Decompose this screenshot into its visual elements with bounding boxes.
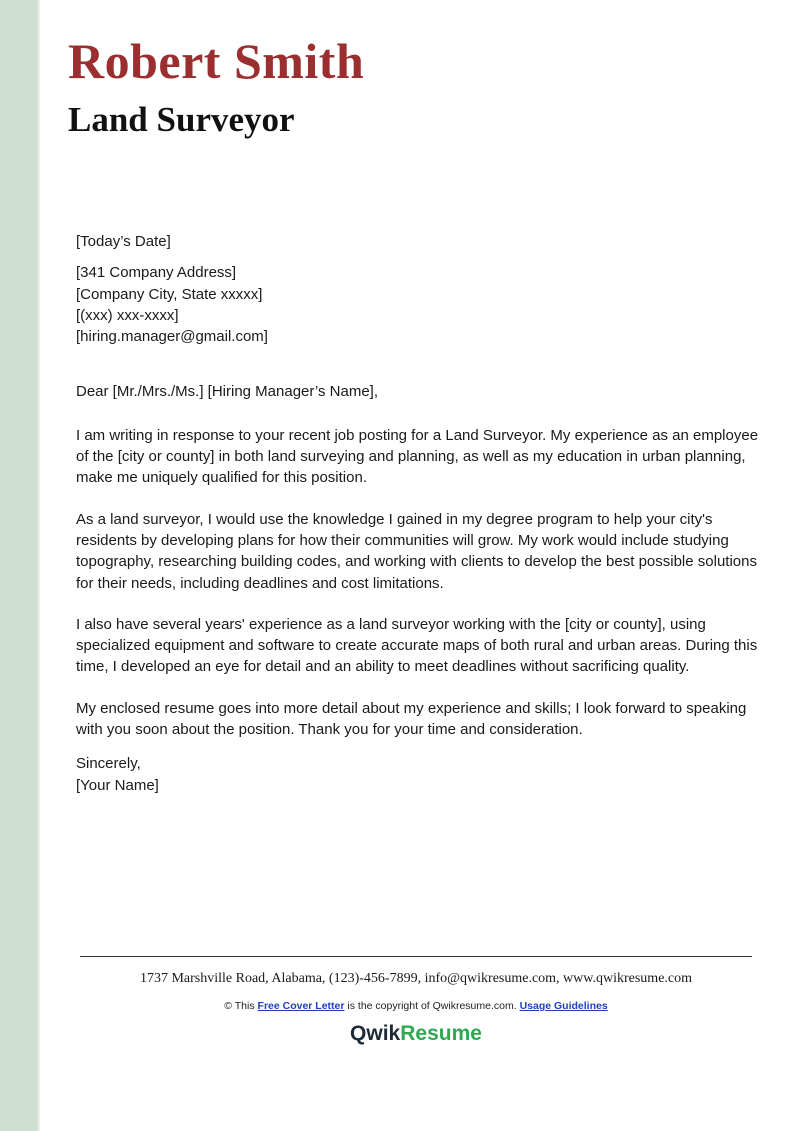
signature: [Your Name] — [76, 776, 159, 794]
applicant-name: Robert Smith — [68, 33, 365, 89]
recipient-block — [76, 262, 766, 347]
brand-resume: Resume — [400, 1022, 482, 1045]
free-cover-letter-link[interactable]: Free Cover Letter — [257, 1000, 345, 1012]
body-paragraph: I also have several years' experience as a land surveyor working with the [city or county], using specialized equipment and software to create accurate maps of both rural and urban areas. During this time, I developed an eye for detail and an ability to meet deadlines without sacrificing quality. — [76, 615, 758, 676]
copyright-middle: is the copyright of Qwikresume.com. — [347, 1000, 517, 1012]
recipient-address: [341 Company Address] — [76, 264, 237, 282]
body-paragraph: I am writing in response to your recent job posting for a Land Surveyor. My experience as an employee of the [city or county] in both land surveying and planning, as well as my education in urban planning, make me uniquely qualified for this position. — [76, 426, 759, 487]
copyright-prefix: © This — [224, 1000, 255, 1012]
sidebar-edge — [38, 0, 40, 1131]
job-title: Land Surveyor — [68, 100, 295, 139]
footer-divider — [80, 956, 752, 957]
recipient-phone: [(xxx) xxx-xxxx] — [76, 306, 179, 324]
letter-date: [Today’s Date] — [76, 233, 171, 250]
copyright-notice — [80, 999, 752, 1013]
letter-body — [76, 231, 766, 796]
salutation: Dear [Mr./Mrs./Ms.] [Hiring Manager’s Name], — [76, 383, 379, 401]
brand-qwik: Qwik — [350, 1022, 401, 1045]
body-paragraph: As a land surveyor, I would use the knowledge I gained in my degree program to help your city's residents by developing plans for how their communities will grow. My work would include studying topography, researching building codes, and working with clients to develop the best possible solutions for their needs, including deadlines and cost limitations. — [76, 510, 757, 592]
recipient-email: [hiring.manager@gmail.com] — [76, 328, 268, 346]
footer-contact: 1737 Marshville Road, Alabama, (123)-456-7899, info@qwikresume.com, www.qwikresume.com — [139, 971, 693, 986]
closing: Sincerely, — [76, 755, 141, 773]
body-paragraph: My enclosed resume goes into more detail about my experience and skills; I look forward to speaking with you soon about the position. Thank you for your time and consideration. — [76, 699, 747, 739]
recipient-city-state: [Company City, State xxxxx] — [76, 285, 263, 303]
usage-guidelines-link[interactable]: Usage Guidelines — [519, 1000, 608, 1012]
qwikresume-logo[interactable] — [80, 1020, 752, 1048]
decorative-sidebar — [0, 0, 38, 1131]
